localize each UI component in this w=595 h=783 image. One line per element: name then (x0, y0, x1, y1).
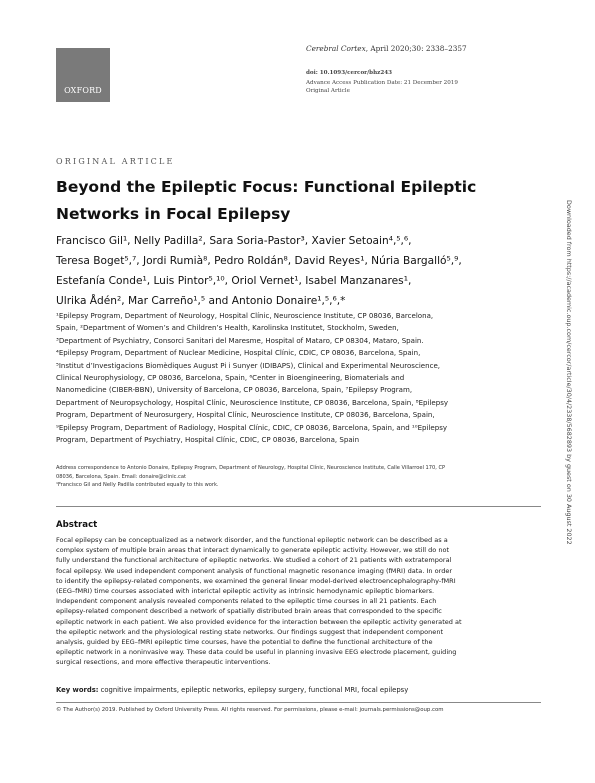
copyright-notice: © The Author(s) 2019. Published by Oxford University Press. All rights reserved. For permissions, please e-mail: journals.permissions@oup.com (56, 707, 444, 713)
title-line: Networks in Focal Epilepsy (56, 205, 291, 223)
doi[interactable]: doi: 10.1093/cercor/bhz243 (306, 70, 392, 76)
oxford-logo (56, 48, 110, 102)
affiliation-line: ¹Epilepsy Program, Department of Neurology, Hospital Clínic, Neuroscience Institute, CP 08036, Barcelona, (56, 311, 434, 320)
abstract-line: (EEG–fMRI) time courses associated with interictal epileptic activity as intrinsic hemodynamic epileptic biomarkers. (56, 586, 435, 595)
affiliation-line: Program, Department of Neurosurgery, Hospital Clínic, Neuroscience Institute, CP 08036, Barcelona, Spain, (56, 410, 435, 420)
author-line: Estefanía Conde¹, Luis Pintor⁵,¹⁰, Oriol Vernet¹, Isabel Manzanares¹, (56, 275, 412, 287)
abstract-line: surgical resections, and more effective therapeutic interventions. (56, 658, 271, 667)
abstract-line: the epileptic network and the physiological resting state networks. Our findings suggest that independent component (56, 627, 444, 636)
advance-access-date: Advance Access Publication Date: 21 December 2019 (306, 80, 458, 86)
abstract-line: fully understand the functional architecture of epileptic networks. We studied a cohort of 21 patients with extratemporal (56, 556, 452, 565)
author-line: Francisco Gil¹, Nelly Padilla², Sara Soria-Pastor³, Xavier Setoain⁴,⁵,⁶, (56, 235, 412, 247)
correspondence-line: Address correspondence to Antonio Donaire, Epilepsy Program, Department of Neurology, Hospital Clínic, Neuroscience Institute, Calle Villarroel 170, CP (56, 465, 446, 471)
affiliation-line: Nanomedicine (CIBER-BBN), University of Barcelona, CP 08036, Barcelona, Spain, ⁷Epilepsy Program, (56, 385, 413, 395)
affiliation-line: Program, Department of Psychiatry, Hospital Clínic, CDIC, CP 08036, Barcelona, Spain (56, 434, 360, 444)
abstract-heading: Abstract (56, 520, 98, 530)
article-title (56, 174, 496, 228)
affiliations (56, 310, 541, 446)
abstract-line: to identify the epilepsy-related components, we examined the general linear model-derived electroencephalography-fMRI (56, 576, 456, 585)
logo-text: OXFORD (64, 86, 102, 95)
abstract-line: epileptic network in each patient. We also provided evidence for the interaction between the epileptic activity generated at (56, 617, 462, 626)
abstract-line: Independent component analysis revealed components related to the epileptic time courses in all 21 patients. Each (56, 597, 437, 606)
keywords (56, 686, 408, 694)
author-line: Teresa Boget⁵,⁷, Jordi Rumià⁸, Pedro Roldán⁸, David Reyes¹, Núria Bargalló⁵,⁹, (56, 255, 462, 267)
journal-citation (306, 44, 467, 53)
keywords-text: cognitive impairments, epileptic networks, epilepsy surgery, functional MRI, focal epilepsy (98, 686, 409, 694)
equal-contribution-note: ¹Francisco Gil and Nelly Padilla contributed equally to this work. (56, 482, 219, 489)
author-list (56, 231, 536, 311)
divider (56, 702, 541, 703)
title-line: Beyond the Epileptic Focus: Functional Epileptic (56, 178, 477, 196)
affiliation-line: ⁴Epilepsy Program, Department of Nuclear Medicine, Hospital Clínic, CDIC, CP 08036, Barcelona, Spain, (56, 348, 421, 358)
journal-name: Cerebral Cortex (306, 44, 366, 53)
download-watermark: Downloaded from https://academic.oup.com/cercor/article/30/4/2338/5682893 by guest on 30 August 2022 (565, 200, 573, 545)
abstract-line: focal epilepsy. We used independent component analysis of functional magnetic resonance imaging (fMRI) data. In order (56, 566, 453, 575)
correspondence-line: 08036, Barcelona, Spain. Email: donaire@clinic.cat (56, 473, 186, 480)
article-type: Original Article (306, 88, 350, 94)
abstract-line: epileptic network in a noninvasive way. These data could be useful in planning invasive EEG electrode placement, guiding (56, 648, 457, 657)
correspondence-note (56, 464, 541, 490)
abstract-line: Focal epilepsy can be conceptualized as a network disorder, and the functional epileptic network can be described as a (56, 536, 448, 544)
affiliation-line: Department of Neuropsychology, Hospital Clínic, Neuroscience Institute, CP 08036, Barcelona, Spain, ⁸Epilepsy (56, 397, 449, 407)
section-tag: ORIGINAL ARTICLE (56, 157, 175, 166)
abstract-body (56, 535, 541, 667)
abstract-line: complex system of multiple brain areas that interact dynamically to generate epileptic activity. However, we still do not (56, 546, 450, 555)
affiliation-line: ⁹Epilepsy Program, Department of Radiology, Hospital Clínic, CDIC, CP 08036, Barcelona, Spain, and ¹⁰Epilepsy (56, 422, 448, 432)
journal-issue: , April 2020;30: 2338–2357 (365, 44, 467, 53)
affiliation-line: ⁵Institut d’Investigacions Biomèdiques August Pi i Sunyer (IDIBAPS), Clinical and Experimental Neuroscience, (56, 360, 441, 370)
keywords-label: Key words: (56, 686, 99, 694)
affiliation-line: ³Department of Psychiatry, Consorci Sanitari del Maresme, Hospital of Mataro, CP 08304, Mataro, Spain. (56, 335, 424, 345)
abstract-line: analysis, guided by EEG–fMRI epileptic time courses, have the potential to define the functional architecture of the (56, 637, 433, 646)
divider (56, 506, 541, 507)
affiliation-line: Spain, ²Department of Women’s and Children’s Health, Karolinska Institutet, Stockholm, Sweden, (56, 323, 399, 333)
affiliation-line: Clinical Neurophysiology, CP 08036, Barcelona, Spain, ⁶Center in Bioengineering, Biomaterials and (56, 372, 405, 382)
author-line: Ulrika Ådén², Mar Carreño¹,⁵ and Antonio Donaire¹,⁵,⁶,* (56, 295, 346, 307)
abstract-line: epilepsy-related component described a network of spatially distributed brain areas that corresponded to the specific (56, 607, 442, 616)
